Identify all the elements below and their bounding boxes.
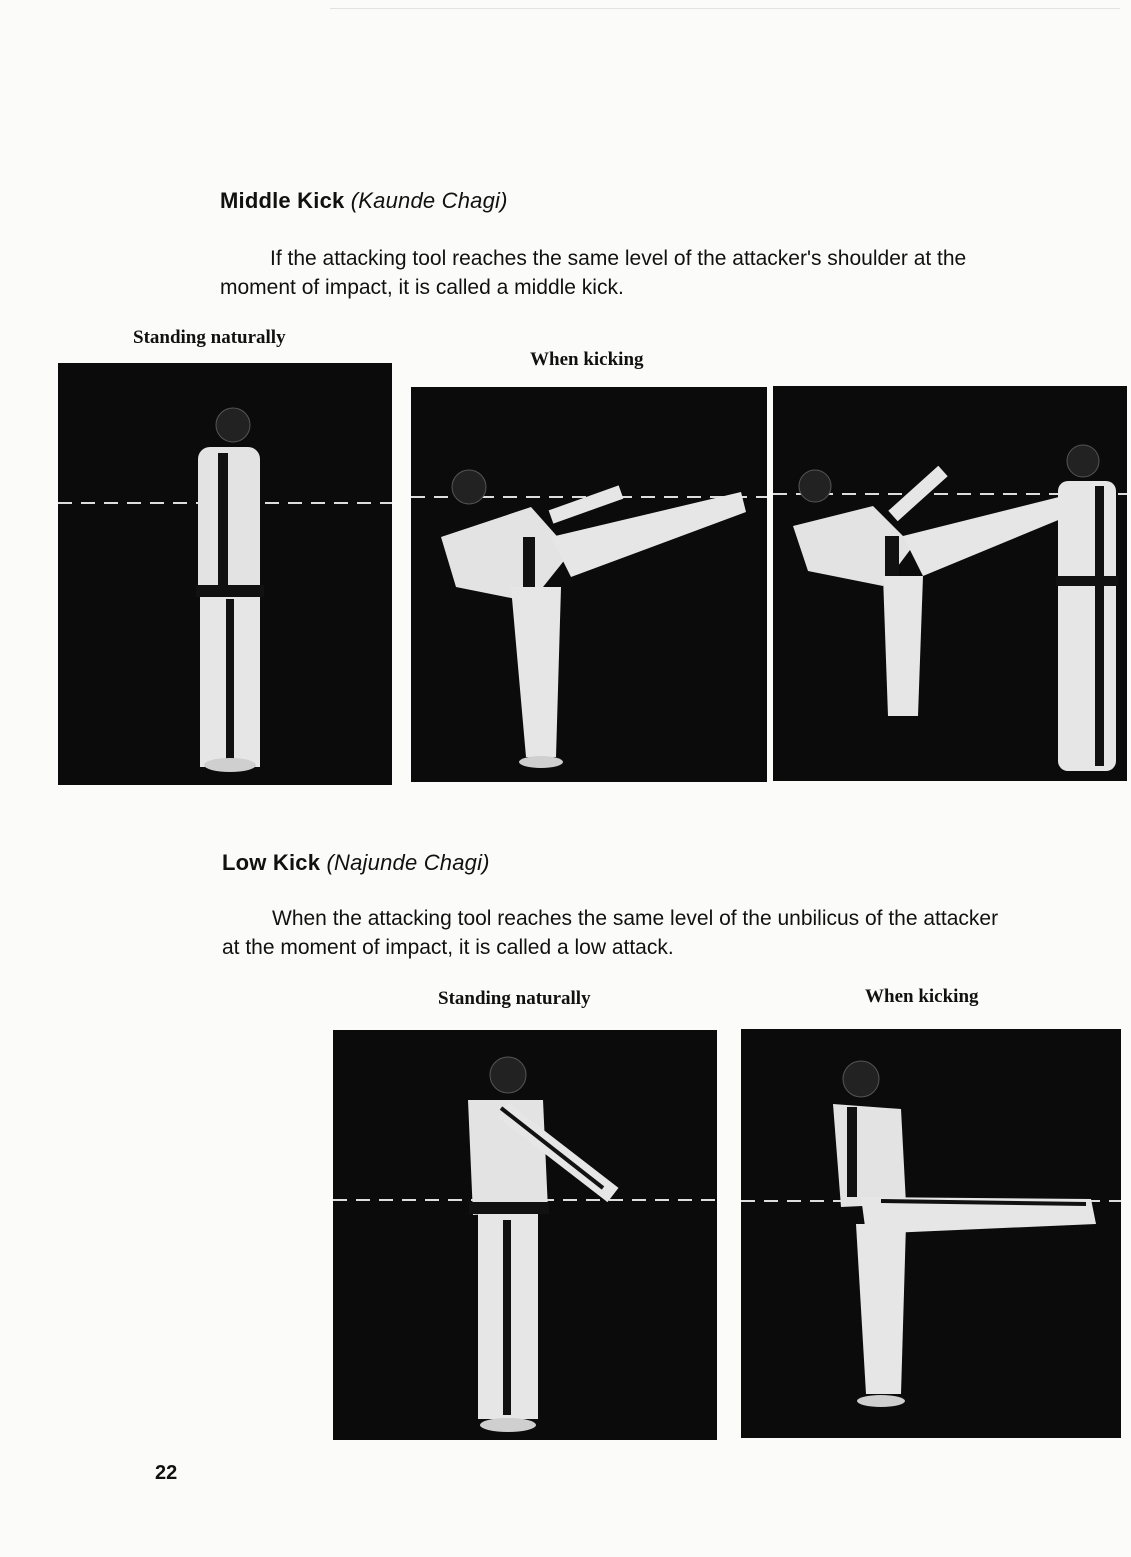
photo-middle-standing (58, 363, 392, 785)
low-kick-heading (222, 850, 490, 876)
low-kick-caption-standing: Standing naturally (438, 988, 591, 1009)
photo-low-kicking (741, 1029, 1121, 1438)
middle-kick-korean-title: (Kaunde Chagi) (350, 188, 508, 213)
low-kick-korean-title: (Najunde Chagi) (326, 850, 490, 875)
middle-kick-caption-standing: Standing naturally (133, 327, 286, 348)
low-kick-title: Low Kick (222, 850, 321, 875)
photo-low-standing (333, 1030, 717, 1440)
scan-edge-line (330, 8, 1120, 9)
low-kick-caption-kicking: When kicking (865, 986, 979, 1007)
photo-middle-kicking (411, 387, 767, 782)
page-number: 22 (155, 1462, 178, 1484)
low-kick-description: When the attacking tool reaches the same level of the unbilicus of the attacker at the moment of impact, it is called a low attack. (222, 907, 999, 959)
middle-kick-heading (220, 188, 508, 214)
middle-kick-caption-kicking: When kicking (530, 349, 644, 370)
middle-kick-title: Middle Kick (220, 188, 345, 213)
photo-middle-kicking-partner (773, 386, 1127, 781)
middle-kick-description: If the attacking tool reaches the same level of the attacker's shoulder at the moment of impact, it is called a middle kick. (220, 247, 967, 299)
